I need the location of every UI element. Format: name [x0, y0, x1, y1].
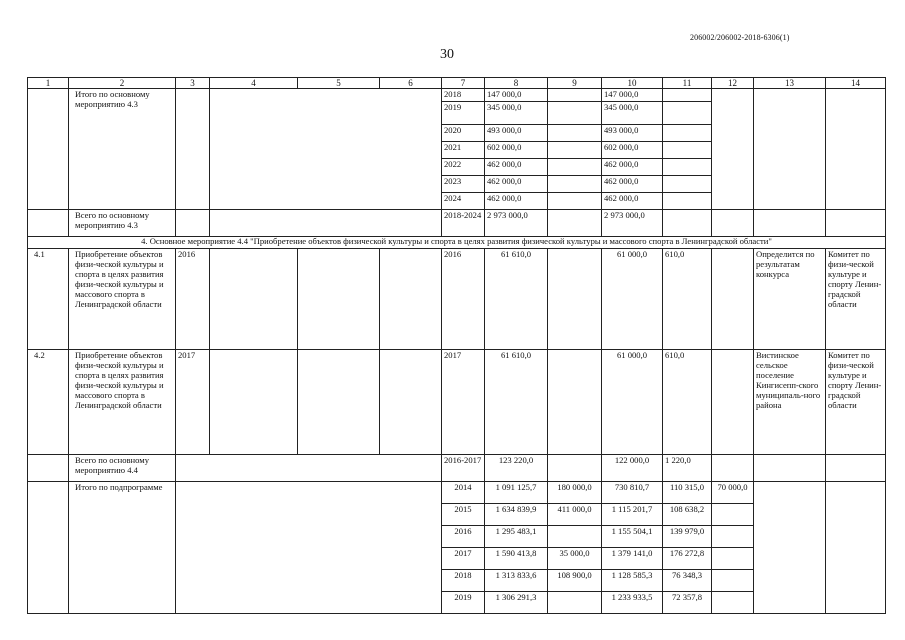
table-cell: [663, 193, 712, 210]
total44-label: Всего по основному мероприятию 4.4: [69, 455, 176, 482]
c9-cell: 35 000,0: [548, 548, 602, 570]
year-cell: 2022: [442, 159, 485, 176]
year-cell: 2017: [442, 350, 485, 455]
year-cell: 2015: [442, 504, 485, 526]
responsible-cell: Комитет по физи-ческой культуре и спорту Ленин-градской области: [826, 249, 886, 350]
total-cell: 147 000,0: [485, 89, 548, 102]
table-cell: [548, 455, 602, 482]
table-cell: [826, 482, 886, 614]
year-cell: 2014: [442, 482, 485, 504]
c10-cell: 2 973 000,0: [602, 210, 663, 237]
total-cell: 462 000,0: [485, 193, 548, 210]
table-cell: [176, 89, 210, 210]
c10-cell: 462 000,0: [602, 176, 663, 193]
table-cell: [712, 455, 754, 482]
table-cell: [754, 455, 826, 482]
year-cell: 2020: [442, 125, 485, 142]
table-cell: [663, 125, 712, 142]
total-cell: 61 610,0: [485, 249, 548, 350]
table-row: [28, 210, 886, 237]
total-cell: 1 313 833,6: [485, 570, 548, 592]
c12-cell: [712, 592, 754, 614]
table-cell: [826, 455, 886, 482]
c9-cell: 108 900,0: [548, 570, 602, 592]
c9-cell: [548, 526, 602, 548]
total-cell: 1 306 291,3: [485, 592, 548, 614]
table-cell: [754, 210, 826, 237]
table-cell: [548, 159, 602, 176]
total-cell: 1 091 125,7: [485, 482, 548, 504]
table-cell: [548, 125, 602, 142]
year-cell: 2023: [442, 176, 485, 193]
col-header: 11: [663, 78, 712, 89]
table-cell: [548, 102, 602, 125]
page-number: 30: [440, 47, 454, 62]
table-cell: [712, 249, 754, 350]
c10-cell: 493 000,0: [602, 125, 663, 142]
table-cell: [663, 159, 712, 176]
program-table: [27, 77, 886, 614]
col-header: 2: [69, 78, 176, 89]
c9-cell: 180 000,0: [548, 482, 602, 504]
table-cell: [754, 89, 826, 210]
c12-cell: [712, 548, 754, 570]
c9-cell: 411 000,0: [548, 504, 602, 526]
c10-cell: 1 115 201,7: [602, 504, 663, 526]
c10-cell: 602 000,0: [602, 142, 663, 159]
row-number: 4.2: [28, 350, 69, 455]
table-cell: [663, 89, 712, 102]
table-cell: [28, 482, 69, 614]
col-header: 10: [602, 78, 663, 89]
total-cell: 61 610,0: [485, 350, 548, 455]
year-cell: 2016: [442, 249, 485, 350]
c12-cell: [712, 570, 754, 592]
c10-cell: 730 810,7: [602, 482, 663, 504]
table-cell: [380, 249, 442, 350]
table-cell: [663, 142, 712, 159]
column-number-row: [28, 78, 886, 89]
total-cell: 602 000,0: [485, 142, 548, 159]
table-row: [28, 89, 886, 102]
table-cell: [712, 350, 754, 455]
year-cell: 2017: [442, 548, 485, 570]
table-cell: [548, 193, 602, 210]
c10-cell: 1 379 141,0: [602, 548, 663, 570]
table-cell: [176, 455, 442, 482]
col-header: 3: [176, 78, 210, 89]
col-header: 7: [442, 78, 485, 89]
table-cell: [663, 176, 712, 193]
table-cell: [548, 210, 602, 237]
col-header: 6: [380, 78, 442, 89]
table-cell: [380, 350, 442, 455]
year-cell: 2021: [442, 142, 485, 159]
year-cell: 2018: [442, 570, 485, 592]
table-row: [28, 455, 886, 482]
table-cell: [210, 89, 442, 210]
c10-cell: 1 128 585,3: [602, 570, 663, 592]
c11-cell: 610,0: [663, 350, 712, 455]
table-cell: [28, 455, 69, 482]
c12-cell: [712, 526, 754, 548]
c10-cell: 1 233 933,5: [602, 592, 663, 614]
table-cell: [176, 210, 210, 237]
table-cell: [548, 350, 602, 455]
table-cell: [298, 350, 380, 455]
table-cell: [176, 482, 442, 614]
c11-cell: 108 638,2: [663, 504, 712, 526]
col-header: 12: [712, 78, 754, 89]
c10-cell: 345 000,0: [602, 102, 663, 125]
table-cell: [210, 210, 442, 237]
c11-cell: 110 315,0: [663, 482, 712, 504]
year-cell: 2018: [442, 89, 485, 102]
year-cell: 2019: [442, 102, 485, 125]
section-title-row: [28, 237, 886, 249]
table-cell: [826, 89, 886, 210]
table-cell: [663, 102, 712, 125]
section44-title: 4. Основное мероприятие 4.4 "Приобретение объектов физической культуры и спорта в целях развития физической культуры и массового спорта в Ленинградской области": [28, 237, 886, 249]
c11-cell: 139 979,0: [663, 526, 712, 548]
table-row: [28, 350, 886, 455]
c11-cell: 76 348,3: [663, 570, 712, 592]
table-cell: [548, 142, 602, 159]
c10-cell: 61 000,0: [602, 249, 663, 350]
table-cell: [28, 89, 69, 210]
total-cell: 493 000,0: [485, 125, 548, 142]
year-cell: 2024: [442, 193, 485, 210]
c11-cell: 72 357,8: [663, 592, 712, 614]
col-header: 1: [28, 78, 69, 89]
c12-cell: [712, 504, 754, 526]
total-cell: 123 220,0: [485, 455, 548, 482]
group43-label: Итого по основному мероприятию 4.3: [69, 89, 176, 210]
table-cell: [548, 249, 602, 350]
c10-cell: 1 155 504,1: [602, 526, 663, 548]
year-cell: 2016: [442, 526, 485, 548]
total-cell: 345 000,0: [485, 102, 548, 125]
total-cell: 1 295 483,1: [485, 526, 548, 548]
table-row: [28, 249, 886, 350]
c10-cell: 462 000,0: [602, 193, 663, 210]
total-cell: 1 634 839,9: [485, 504, 548, 526]
table-cell: [210, 350, 298, 455]
c10-cell: 462 000,0: [602, 159, 663, 176]
c11-cell: 176 272,8: [663, 548, 712, 570]
row-number: 4.1: [28, 249, 69, 350]
col-header: 4: [210, 78, 298, 89]
col-header: 5: [298, 78, 380, 89]
c12-cell: 70 000,0: [712, 482, 754, 504]
col-header: 13: [754, 78, 826, 89]
table-cell: [298, 249, 380, 350]
result-cell: Вистинское сельское поселение Кингисепп-ского муниципаль-ного района: [754, 350, 826, 455]
row41-name: Приобретение объектов физи-ческой культуры и спорта в целях развития физи-ческой культуры и массового спорта в Ленинградской области: [69, 249, 176, 350]
period-cell: 2016: [176, 249, 210, 350]
table-cell: [548, 89, 602, 102]
table-cell: [28, 210, 69, 237]
year-cell: 2019: [442, 592, 485, 614]
col-header: 14: [826, 78, 886, 89]
table-cell: [712, 89, 754, 210]
c10-cell: 122 000,0: [602, 455, 663, 482]
table-cell: [826, 210, 886, 237]
total-cell: 2 973 000,0: [485, 210, 548, 237]
year-range-cell: 2016-2017: [442, 455, 485, 482]
total-cell: 462 000,0: [485, 159, 548, 176]
total-cell: 1 590 413,8: [485, 548, 548, 570]
year-range-cell: 2018-2024: [442, 210, 485, 237]
table-cell: [712, 210, 754, 237]
c11-cell: 610,0: [663, 249, 712, 350]
table-cell: [754, 482, 826, 614]
document-id: 206002/206002-2018-6306(1): [690, 33, 790, 42]
table-cell: [210, 249, 298, 350]
total43-label: Всего по основному мероприятию 4.3: [69, 210, 176, 237]
period-cell: 2017: [176, 350, 210, 455]
row42-name: Приобретение объектов физи-ческой культуры и спорта в целях развития физи-ческой культуры и массового спорта в Ленинградской области: [69, 350, 176, 455]
c10-cell: 61 000,0: [602, 350, 663, 455]
c9-cell: [548, 592, 602, 614]
c11-cell: 1 220,0: [663, 455, 712, 482]
table-row: [28, 482, 886, 504]
table-cell: [663, 210, 712, 237]
subprogram-label: Итого по подпрограмме: [69, 482, 176, 614]
col-header: 9: [548, 78, 602, 89]
result-cell: Определится по результатам конкурса: [754, 249, 826, 350]
table-cell: [548, 176, 602, 193]
responsible-cell: Комитет по физи-ческой культуре и спорту Ленин-градской области: [826, 350, 886, 455]
c10-cell: 147 000,0: [602, 89, 663, 102]
total-cell: 462 000,0: [485, 176, 548, 193]
col-header: 8: [485, 78, 548, 89]
